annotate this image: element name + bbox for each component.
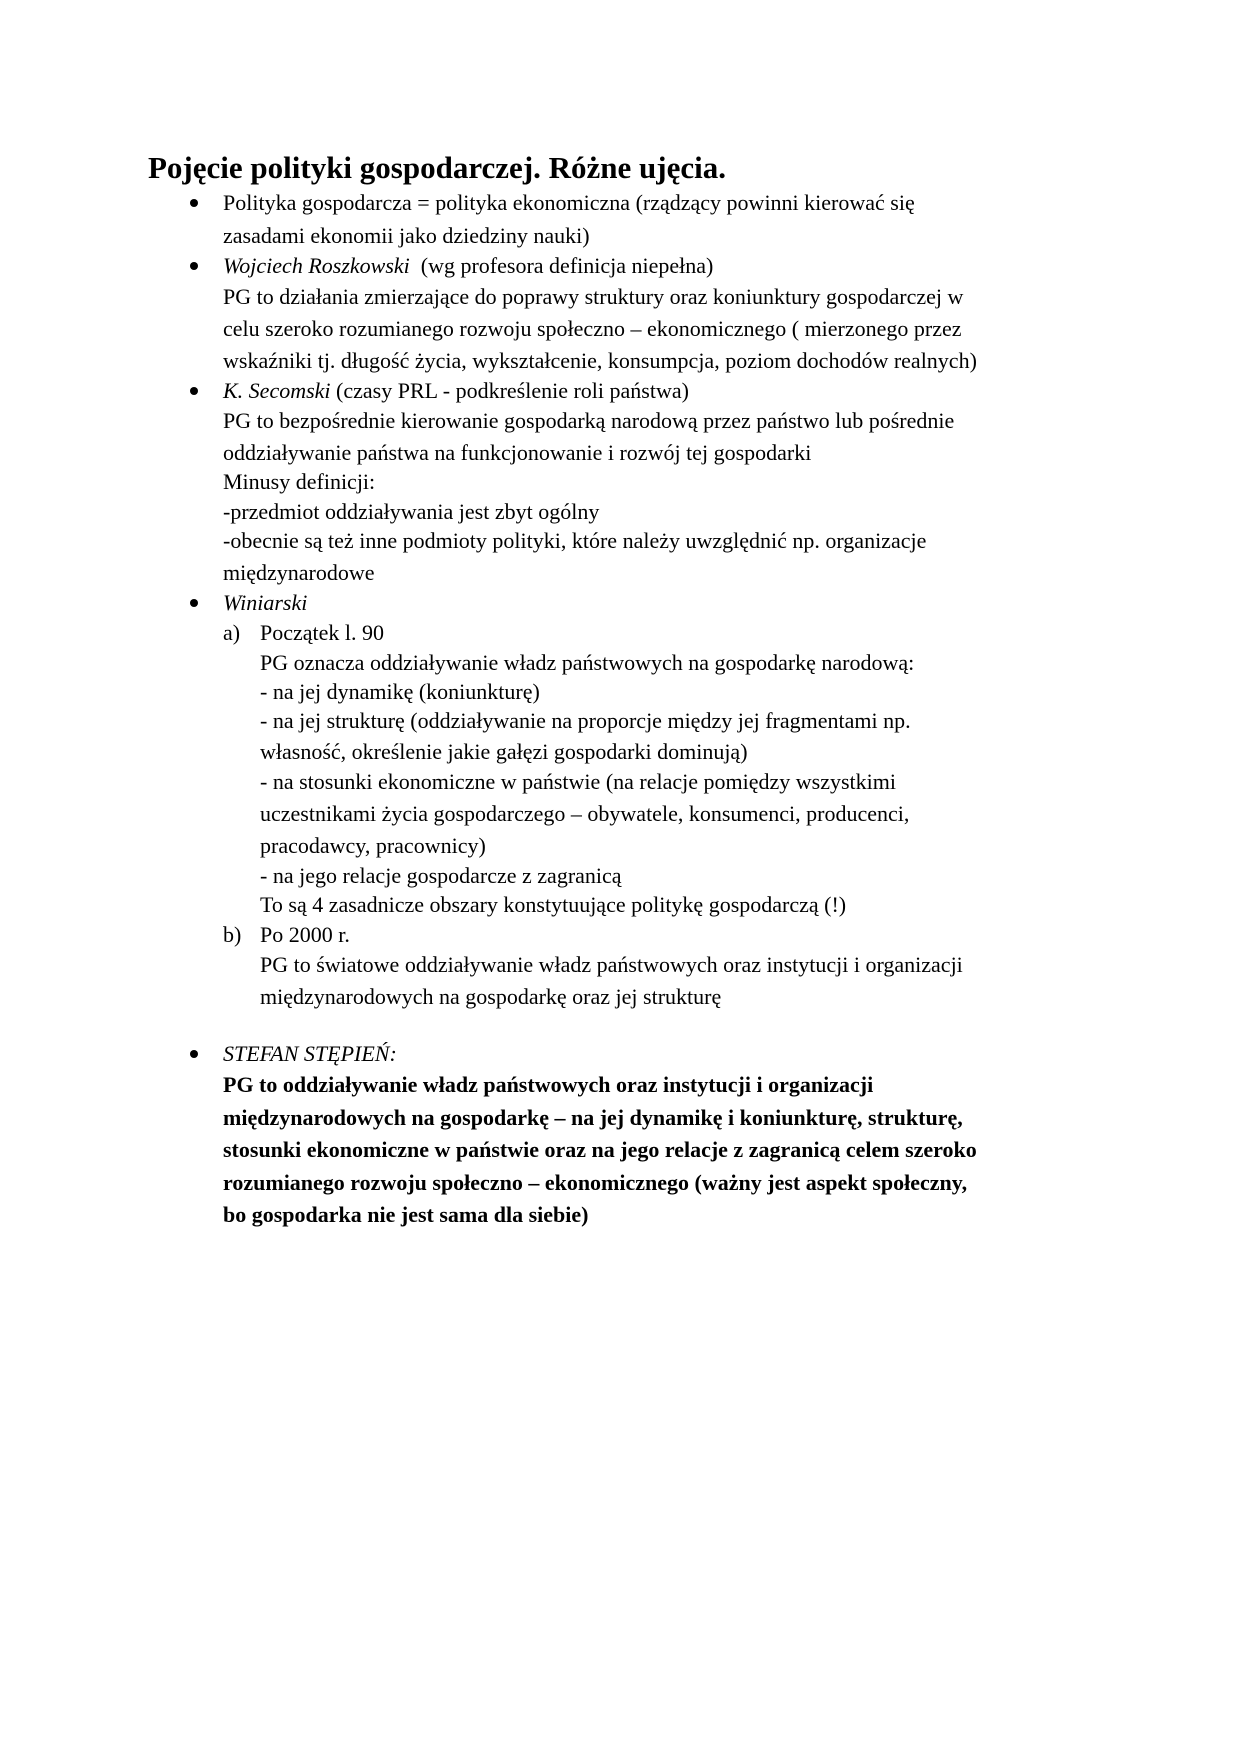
author-name: Winiarski <box>223 590 308 615</box>
text-line: - na jego relacje gospodarcze z zagranicą <box>260 863 622 888</box>
text-line: - na jej dynamikę (koniunkturę) <box>260 679 540 704</box>
bullet-icon <box>190 199 198 207</box>
text-line: pracodawcy, pracownicy) <box>260 833 486 858</box>
text-line: PG to bezpośrednie kierowanie gospodarką narodową przez państwo lub pośrednie <box>223 408 955 433</box>
text-line: wskaźniki tj. długość życia, wykształcenie, konsumpcja, poziom dochodów realnych) <box>223 348 977 373</box>
subitem-heading: Po 2000 r. <box>260 922 350 947</box>
text-line: stosunki ekonomiczne w państwie oraz na jego relacje z zagranicą celem szeroko <box>223 1137 977 1162</box>
bullet-icon <box>190 1050 198 1058</box>
text-line: - na jej strukturę (oddziaływanie na proporcje między jej fragmentami np. <box>260 708 911 733</box>
text-line: Polityka gospodarcza = polityka ekonomiczna (rządzący powinni kierować się <box>223 190 915 215</box>
subitem-marker: a) <box>223 620 241 645</box>
text-line: PG to światowe oddziaływanie władz państwowych oraz instytucji i organizacji <box>260 952 963 977</box>
text-line: międzynarodowych na gospodarkę oraz jej strukturę <box>260 984 722 1009</box>
subitem-heading: Początek l. 90 <box>260 620 385 645</box>
author-note: (czasy PRL - podkreślenie roli państwa) <box>330 378 689 403</box>
text-line: PG to działania zmierzające do poprawy struktury oraz koniunktury gospodarczej w <box>223 284 964 309</box>
text-line: międzynarodowych na gospodarkę – na jej dynamikę i koniunkturę, strukturę, <box>223 1105 963 1130</box>
text-line: międzynarodowe <box>223 560 375 585</box>
text-line: PG oznacza oddziaływanie władz państwowych na gospodarkę narodową: <box>260 650 915 675</box>
text-line: rozumianego rozwoju społeczno – ekonomicznego (ważny jest aspekt społeczny, <box>223 1170 968 1195</box>
text-line: PG to oddziaływanie władz państwowych oraz instytucji i organizacji <box>223 1072 874 1097</box>
text-line: oddziaływanie państwa na funkcjonowanie i rozwój tej gospodarki <box>223 440 812 465</box>
text-line: uczestnikami życia gospodarczego – obywatele, konsumenci, producenci, <box>260 801 910 826</box>
text-line: zasadami ekonomii jako dziedziny nauki) <box>223 223 590 248</box>
text-line: - na stosunki ekonomiczne w państwie (na relacje pomiędzy wszystkimi <box>260 769 896 794</box>
text-line: Minusy definicji: <box>223 469 376 494</box>
author-name: STEFAN STĘPIEŃ: <box>223 1041 397 1066</box>
author-name: Wojciech Roszkowski <box>223 253 410 278</box>
bullet-icon <box>190 387 198 395</box>
author-line <box>223 376 689 406</box>
document-title: Pojęcie polityki gospodarczej. Różne ujęcia. <box>148 150 726 185</box>
text-line: celu szeroko rozumianego rozwoju społeczno – ekonomicznego ( mierzonego przez <box>223 316 962 341</box>
subitem-marker: b) <box>223 922 242 947</box>
text-line: własność, określenie jakie gałęzi gospodarki dominują) <box>260 739 748 764</box>
author-note: (wg profesora definicja niepełna) <box>409 253 714 278</box>
text-line: bo gospodarka nie jest sama dla siebie) <box>223 1202 589 1227</box>
text-line: -przedmiot oddziaływania jest zbyt ogólny <box>223 499 600 524</box>
bullet-icon <box>190 599 198 607</box>
text-line: -obecnie są też inne podmioty polityki, które należy uwzględnić np. organizacje <box>223 528 927 553</box>
author-name: K. Secomski <box>223 378 331 403</box>
bullet-icon <box>190 262 198 270</box>
text-line: To są 4 zasadnicze obszary konstytuujące politykę gospodarczą (!) <box>260 892 847 917</box>
author-line <box>223 251 713 281</box>
